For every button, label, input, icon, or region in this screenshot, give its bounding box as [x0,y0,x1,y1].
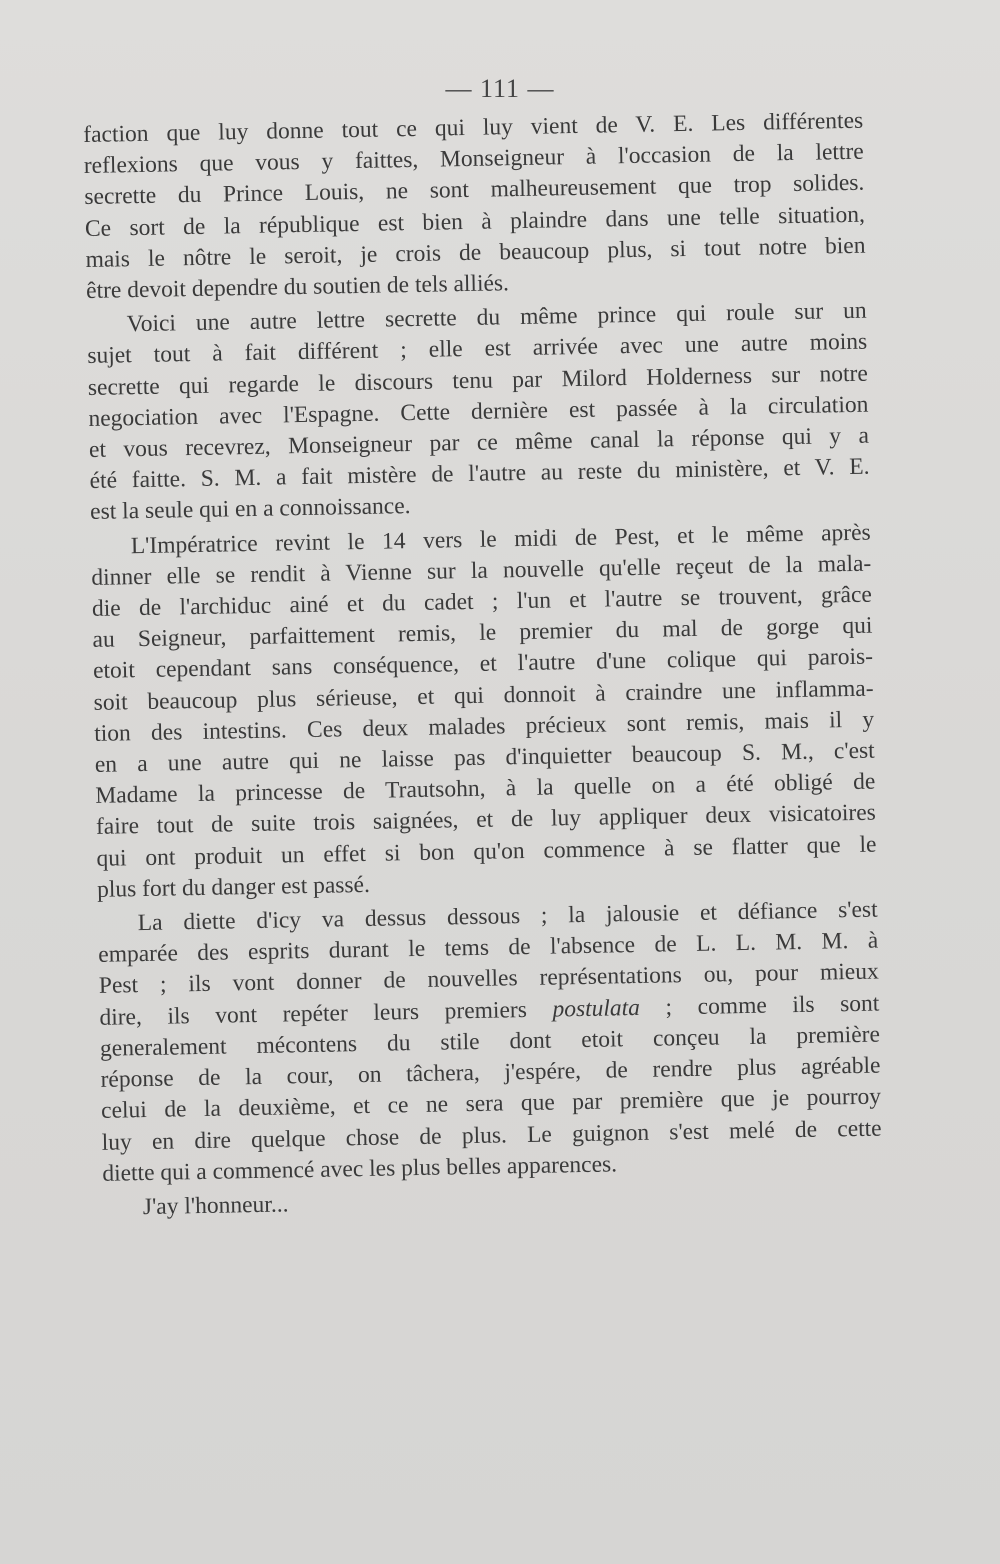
text-line: diette qui a commencé avec les plus belles apparences. [102,1151,618,1187]
text-line: et vous recevrez, Monseigneur par ce même canal la réponse qui y a [88,422,870,463]
text-line: secrette du Prince Louis, ne sont malheureusement que trop solides. [84,170,865,211]
text-line: celui de la deuxième, et ce ne sera que par première que je pourroy [100,1083,882,1125]
text-line: Voici une autre lettre secrette du même prince qui roule sur un [126,297,867,338]
text-line: secrette qui regarde le discours tenu par Milord Holderness sur notre [87,360,869,401]
italic-term: postulata [552,994,641,1023]
paragraph [97,895,882,1190]
text-line: emparée des esprits durant le tems de l'absence de L. L. M. M. à [98,927,879,969]
text-line: au Seigneur, parfaittement remis, le premier du mal de gorge qui [92,612,873,654]
text-line: réponse de la cour, on tâchera, j'espére, de rendre plus agréable [100,1052,881,1093]
page-number: — 111 — [445,74,555,103]
text-line: generalement mécontens du stile dont etoit conçeu la première [99,1021,881,1062]
text-line: été faitte. S. M. a fait mistère de l'autre au reste du ministère, et V. E. [89,453,870,495]
text-line: être devoit dependre du soutien de tels alliés. [85,270,510,304]
text-line: faire tout de suite trois saignées, et de luy appliquer deux visicatoires [95,800,877,841]
text-line: L'Impératrice revint le 14 vers le midi de Pest, et le même après [130,519,871,559]
paragraph [91,517,878,906]
text-line: en a une autre qui ne laisse pas d'inquietter beaucoup S. M., c'est [94,737,875,778]
text-line: soit beaucoup plus sérieuse, et qui donnoit à craindre une inflamma- [93,675,874,716]
text-line: die de l'archiduc ainé et du cadet ; l'un et l'autre se trouvent, grâce [91,581,873,622]
text-line: Pest ; ils vont donner de nouvelles représentations ou, pour mieux [98,959,879,1000]
text-line: qui ont produit un effet si bon qu'on commence à se flatter que le [96,831,877,872]
text-line: plus fort du danger est passé. [96,871,371,903]
text-line: Madame la princesse de Trautsohn, à la quelle on a été obligé de [95,768,876,810]
text-line: tion des intestins. Ces deux malades précieux sont remis, mais il y [94,706,875,747]
text-line: Ce sort de la république est bien à plaindre dans une telle situation, [84,201,866,242]
text-line: faction que luy donne tout ce qui luy vient de V. E. Les différentes [83,107,864,148]
paragraph [83,106,866,307]
text-line: luy en dire quelque chose de plus. Le guignon s'est melé de cette [101,1115,882,1156]
closing-line: J'ay l'honneur... [142,1191,289,1220]
text-line: reflexions que vous y faittes, Monseigneur à l'occasion de la lettre [83,138,864,180]
text-line: dire, ils vont repéter leurs premiers postulata ; comme ils sont [99,990,880,1031]
text-line: etoit cependant sans conséquence, et l'autre d'une colique qui parois- [92,644,874,685]
text-line: negociation avec l'Espagne. Cette dernière est passée à la circulation [88,391,869,432]
text-line: est la seule qui en a connoissance. [89,493,411,526]
text-line: dinner elle se rendit à Vienne sur la nouvelle qu'elle reçeut de la mala- [91,550,872,591]
text-line: sujet tout à fait différent ; elle est arrivée avec une autre moins [87,329,868,370]
paragraph [86,296,870,529]
text-line: mais le nôtre le seroit, je crois de beaucoup plus, si tout notre bien [85,232,866,273]
body-text [83,106,883,1227]
text-line: La diette d'icy va dessus dessous ; la jalousie et défiance s'est [137,896,878,937]
